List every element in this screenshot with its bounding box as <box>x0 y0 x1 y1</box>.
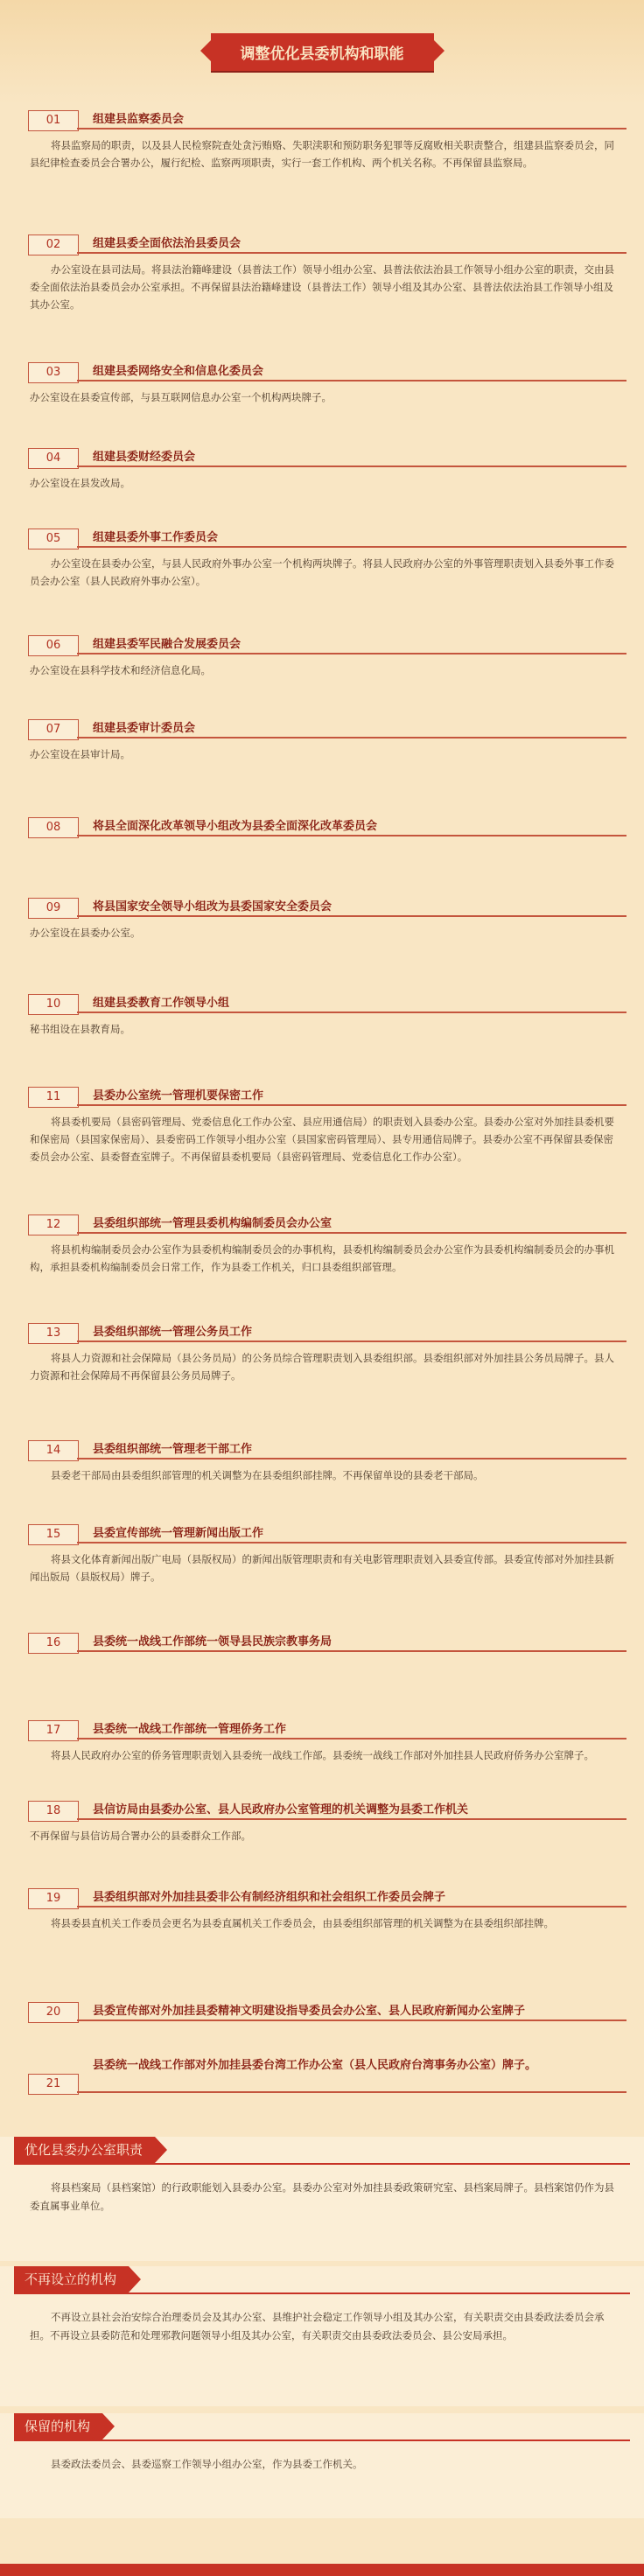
item-number: 18 <box>28 1801 79 1822</box>
list-item <box>0 992 644 1038</box>
item-title: 组建县委网络安全和信息化委员会 <box>93 365 264 378</box>
item-header <box>0 1438 644 1463</box>
item-underline <box>77 1458 626 1460</box>
item-underline <box>77 1906 626 1908</box>
item-underline <box>77 128 626 130</box>
item-number: 05 <box>28 528 79 550</box>
item-body: 办公室设在县委办公室，与县人民政府外事办公室一个机构两块牌子。将县人民政府办公室的外事管理职责划入县委外事工作委员会办公室（县人民政府外事办公室）。 <box>30 557 614 587</box>
item-number: 15 <box>28 1524 79 1545</box>
item-underline <box>77 2020 626 2021</box>
list-item <box>0 233 644 313</box>
item-number: 09 <box>28 898 79 919</box>
list-item <box>0 816 644 840</box>
item-underline <box>77 835 626 836</box>
item-title: 将县国家安全领导小组改为县委国家安全委员会 <box>93 900 332 914</box>
list-item <box>0 1799 644 1844</box>
item-underline <box>77 546 626 548</box>
item-body: 将县文化体育新闻出版广电局（县版权局）的新闻出版管理职责和有关电影管理职责划入县委宣传部。县委宣传部对外加挂县新闻出版局（县版权局）牌子。 <box>30 1553 614 1583</box>
list-item <box>0 1718 644 1764</box>
item-header <box>0 108 644 133</box>
item-header <box>0 816 644 840</box>
item-title: 县委统一战线工作部统一管理侨务工作 <box>93 1723 287 1736</box>
section-body: 县委政法委员会、县委巡察工作领导小组办公室，作为县委工作机关。 <box>51 2458 363 2470</box>
list-item <box>0 527 644 590</box>
item-body: 办公室设在县司法局。将县法治籍峰建设（县普法工作）领导小组办公室、县普法依法治县工作领导小组办公室的职责，交由县委全面依法治县委员会办公室承担。不再保留县法治籍峰建设（县普法工作）领导小组及其办公室、县普法依法治县工作领导小组及其办公室。 <box>30 263 614 311</box>
item-title: 组建县委审计委员会 <box>93 722 196 735</box>
list-item <box>0 1438 644 1484</box>
list-item <box>0 446 644 492</box>
list-item <box>0 634 644 679</box>
item-title: 组建县委财经委员会 <box>93 451 196 464</box>
item-underline <box>77 1542 626 1544</box>
section-divider <box>14 2292 630 2294</box>
item-header <box>0 896 644 920</box>
list-item <box>0 1321 644 1384</box>
section-body: 不再设立县社会治安综合治理委员会及其办公室、县维护社会稳定工作领导小组及其办公室，有关职责交由县委政法委员会承担。不再设立县委防范和处理邪教问题领导小组及其办公室，有关职责交由县委政法委员会、县公安局承担。 <box>30 2311 605 2342</box>
item-number: 20 <box>28 2002 79 2023</box>
list-item <box>0 360 644 406</box>
item-number: 21 <box>28 2074 79 2095</box>
item-body: 办公室设在县委办公室。 <box>30 927 141 939</box>
item-underline <box>77 252 626 254</box>
item-body: 将县人民政府办公室的侨务管理职责划入县委统一战线工作部。县委统一战线工作部对外加挂县人民政府侨务办公室牌子。 <box>51 1749 594 1761</box>
section-divider <box>14 2440 630 2441</box>
item-header <box>0 527 644 551</box>
item-underline <box>77 1104 626 1106</box>
item-body: 将县机构编制委员会办公室作为县委机构编制委员会的办事机构，县委机构编制委员会办公室作为县委机构编制委员会的办事机构，承担县委机构编制委员会日常工作，作为县委工作机关，归口县委组织部管理。 <box>30 1243 614 1273</box>
item-title: 组建县委全面依法治县委员会 <box>93 237 242 250</box>
item-underline <box>77 380 626 382</box>
item-header <box>0 446 644 471</box>
item-title: 组建县委教育工作领导小组 <box>93 997 230 1010</box>
item-number: 14 <box>28 1440 79 1461</box>
item-header <box>0 360 644 385</box>
section-header <box>0 2266 644 2292</box>
item-underline <box>77 2091 626 2093</box>
item-number: 07 <box>28 719 79 740</box>
item-body: 办公室设在县委宣传部，与县互联网信息办公室一个机构两块牌子。 <box>30 391 332 403</box>
section-label: 保留的机构 <box>14 2413 102 2440</box>
item-number: 17 <box>28 1720 79 1741</box>
item-header <box>0 1321 644 1346</box>
item-header <box>0 992 644 1017</box>
list-item <box>0 1522 644 1586</box>
section-retained-bodies <box>0 2413 644 2518</box>
section-office-duties <box>0 2137 644 2261</box>
page-title: 调整优化县委机构和职能 <box>211 33 434 71</box>
header <box>0 33 644 71</box>
list-item <box>0 2000 644 2025</box>
list-item <box>0 718 644 763</box>
item-number: 11 <box>28 1087 79 1108</box>
item-header <box>0 1522 644 1547</box>
item-number: 01 <box>28 110 79 131</box>
item-title: 县委宣传部统一管理新闻出版工作 <box>93 1527 264 1540</box>
item-title: 县委宣传部对外加挂县委精神文明建设指导委员会办公室、县人民政府新闻办公室牌子 <box>93 2005 526 2018</box>
list-item <box>0 1631 644 1656</box>
item-title: 县信访局由县委办公室、县人民政府办公室管理的机关调整为县委工作机关 <box>93 1803 469 1816</box>
item-underline <box>77 653 626 654</box>
item-number: 02 <box>28 234 79 256</box>
item-underline <box>77 1738 626 1740</box>
item-underline <box>77 1650 626 1652</box>
section-label: 不再设立的机构 <box>14 2266 129 2292</box>
section-label: 优化县委办公室职责 <box>14 2137 155 2163</box>
section-divider <box>14 2163 630 2165</box>
item-body: 将县人力资源和社会保障局（县公务员局）的公务员综合管理职责划入县委组织部。县委组织部对外加挂县公务员局牌子。县人力资源和社会保障局不再保留县公务员局牌子。 <box>30 1352 614 1382</box>
item-underline <box>77 1012 626 1013</box>
item-underline <box>77 915 626 917</box>
item-title: 将县全面深化改革领导小组改为县委全面深化改革委员会 <box>93 820 378 833</box>
item-number: 04 <box>28 448 79 469</box>
item-header <box>0 1631 644 1656</box>
item-header <box>0 233 644 257</box>
item-header <box>0 1213 644 1237</box>
item-body: 办公室设在县审计局。 <box>30 748 130 760</box>
item-body: 县委老干部局由县委组织部管理的机关调整为在县委组织部挂牌。不再保留单设的县委老干部局。 <box>51 1469 484 1481</box>
list-item <box>0 1213 644 1276</box>
item-underline <box>77 737 626 738</box>
item-number: 10 <box>28 994 79 1015</box>
item-title: 组建县委军民融合发展委员会 <box>93 638 242 651</box>
section-body: 将县档案局（县档案馆）的行政职能划入县委办公室。县委办公室对外加挂县委政策研究室、县档案局牌子。县档案馆仍作为县委直属事业单位。 <box>30 2181 614 2212</box>
item-header <box>0 1718 644 1743</box>
item-number: 13 <box>28 1323 79 1344</box>
item-underline <box>77 466 626 467</box>
bottom-bar <box>0 2564 644 2576</box>
section-header <box>0 2137 644 2163</box>
item-underline <box>77 1232 626 1234</box>
item-title: 组建县监察委员会 <box>93 113 185 126</box>
item-title: 县委统一战线工作部统一领导县民族宗教事务局 <box>93 1635 332 1648</box>
item-body: 将县委机要局（县密码管理局、党委信息化工作办公室、县应用通信局）的职责划入县委办公室。县委办公室对外加挂县委机要和保密局（县国家保密局）、县委密码工作领导小组办公室（县国家密码管理局）、县专用通信局牌子。县委办公室不再保留县委保密委员会办公室、县委督查室牌子。不再保留县委机要局（县密码管理局、党委信息化工作办公室）。 <box>30 1116 614 1163</box>
item-body: 办公室设在县科学技术和经济信息化局。 <box>30 664 211 676</box>
item-header <box>0 1799 644 1824</box>
item-header <box>0 2000 644 2025</box>
item-body: 将县委县直机关工作委员会更名为县委直属机关工作委员会，由县委组织部管理的机关调整为在县委组织部挂牌。 <box>51 1917 554 1929</box>
item-number: 06 <box>28 635 79 656</box>
list-item <box>0 2051 644 2096</box>
item-header <box>0 634 644 658</box>
item-header <box>0 2051 644 2096</box>
list-item <box>0 896 644 942</box>
item-number: 08 <box>28 817 79 838</box>
item-title: 县委组织部统一管理县委机构编制委员会办公室 <box>93 1217 332 1230</box>
section-abolished-bodies <box>0 2266 644 2406</box>
item-title: 县委办公室统一管理机要保密工作 <box>93 1089 264 1102</box>
list-item <box>0 1085 644 1166</box>
list-item <box>0 108 644 172</box>
item-body: 秘书组设在县教育局。 <box>30 1023 130 1035</box>
item-underline <box>77 1340 626 1342</box>
item-number: 19 <box>28 1888 79 1909</box>
item-number: 12 <box>28 1214 79 1236</box>
list-item <box>0 1886 644 1932</box>
item-header <box>0 1886 644 1911</box>
item-body: 不再保留与县信访局合署办公的县委群众工作部。 <box>30 1830 251 1842</box>
item-title: 县委统一战线工作部对外加挂县委台湾工作办公室（县人民政府台湾事务办公室）牌子。 <box>93 2059 537 2072</box>
item-header <box>0 718 644 742</box>
item-body: 将县监察局的职责，以及县人民检察院查处贪污贿赂、失职渎职和预防职务犯罪等反腐败相关职责整合，组建县监察委员会，同县纪律检查委员会合署办公，履行纪检、监察两项职责，实行一套工作机构、两个机关名称。不再保留县监察局。 <box>30 139 614 169</box>
item-title: 县委组织部统一管理公务员工作 <box>93 1326 253 1339</box>
section-header <box>0 2413 644 2440</box>
item-title: 县委组织部统一管理老干部工作 <box>93 1443 253 1456</box>
item-header <box>0 1085 644 1110</box>
item-body: 办公室设在县发改局。 <box>30 477 130 489</box>
item-title: 县委组织部对外加挂县委非公有制经济组织和社会组织工作委员会牌子 <box>93 1891 446 1904</box>
item-number: 03 <box>28 362 79 383</box>
item-number: 16 <box>28 1633 79 1654</box>
item-underline <box>77 1818 626 1820</box>
item-title: 组建县委外事工作委员会 <box>93 531 219 544</box>
